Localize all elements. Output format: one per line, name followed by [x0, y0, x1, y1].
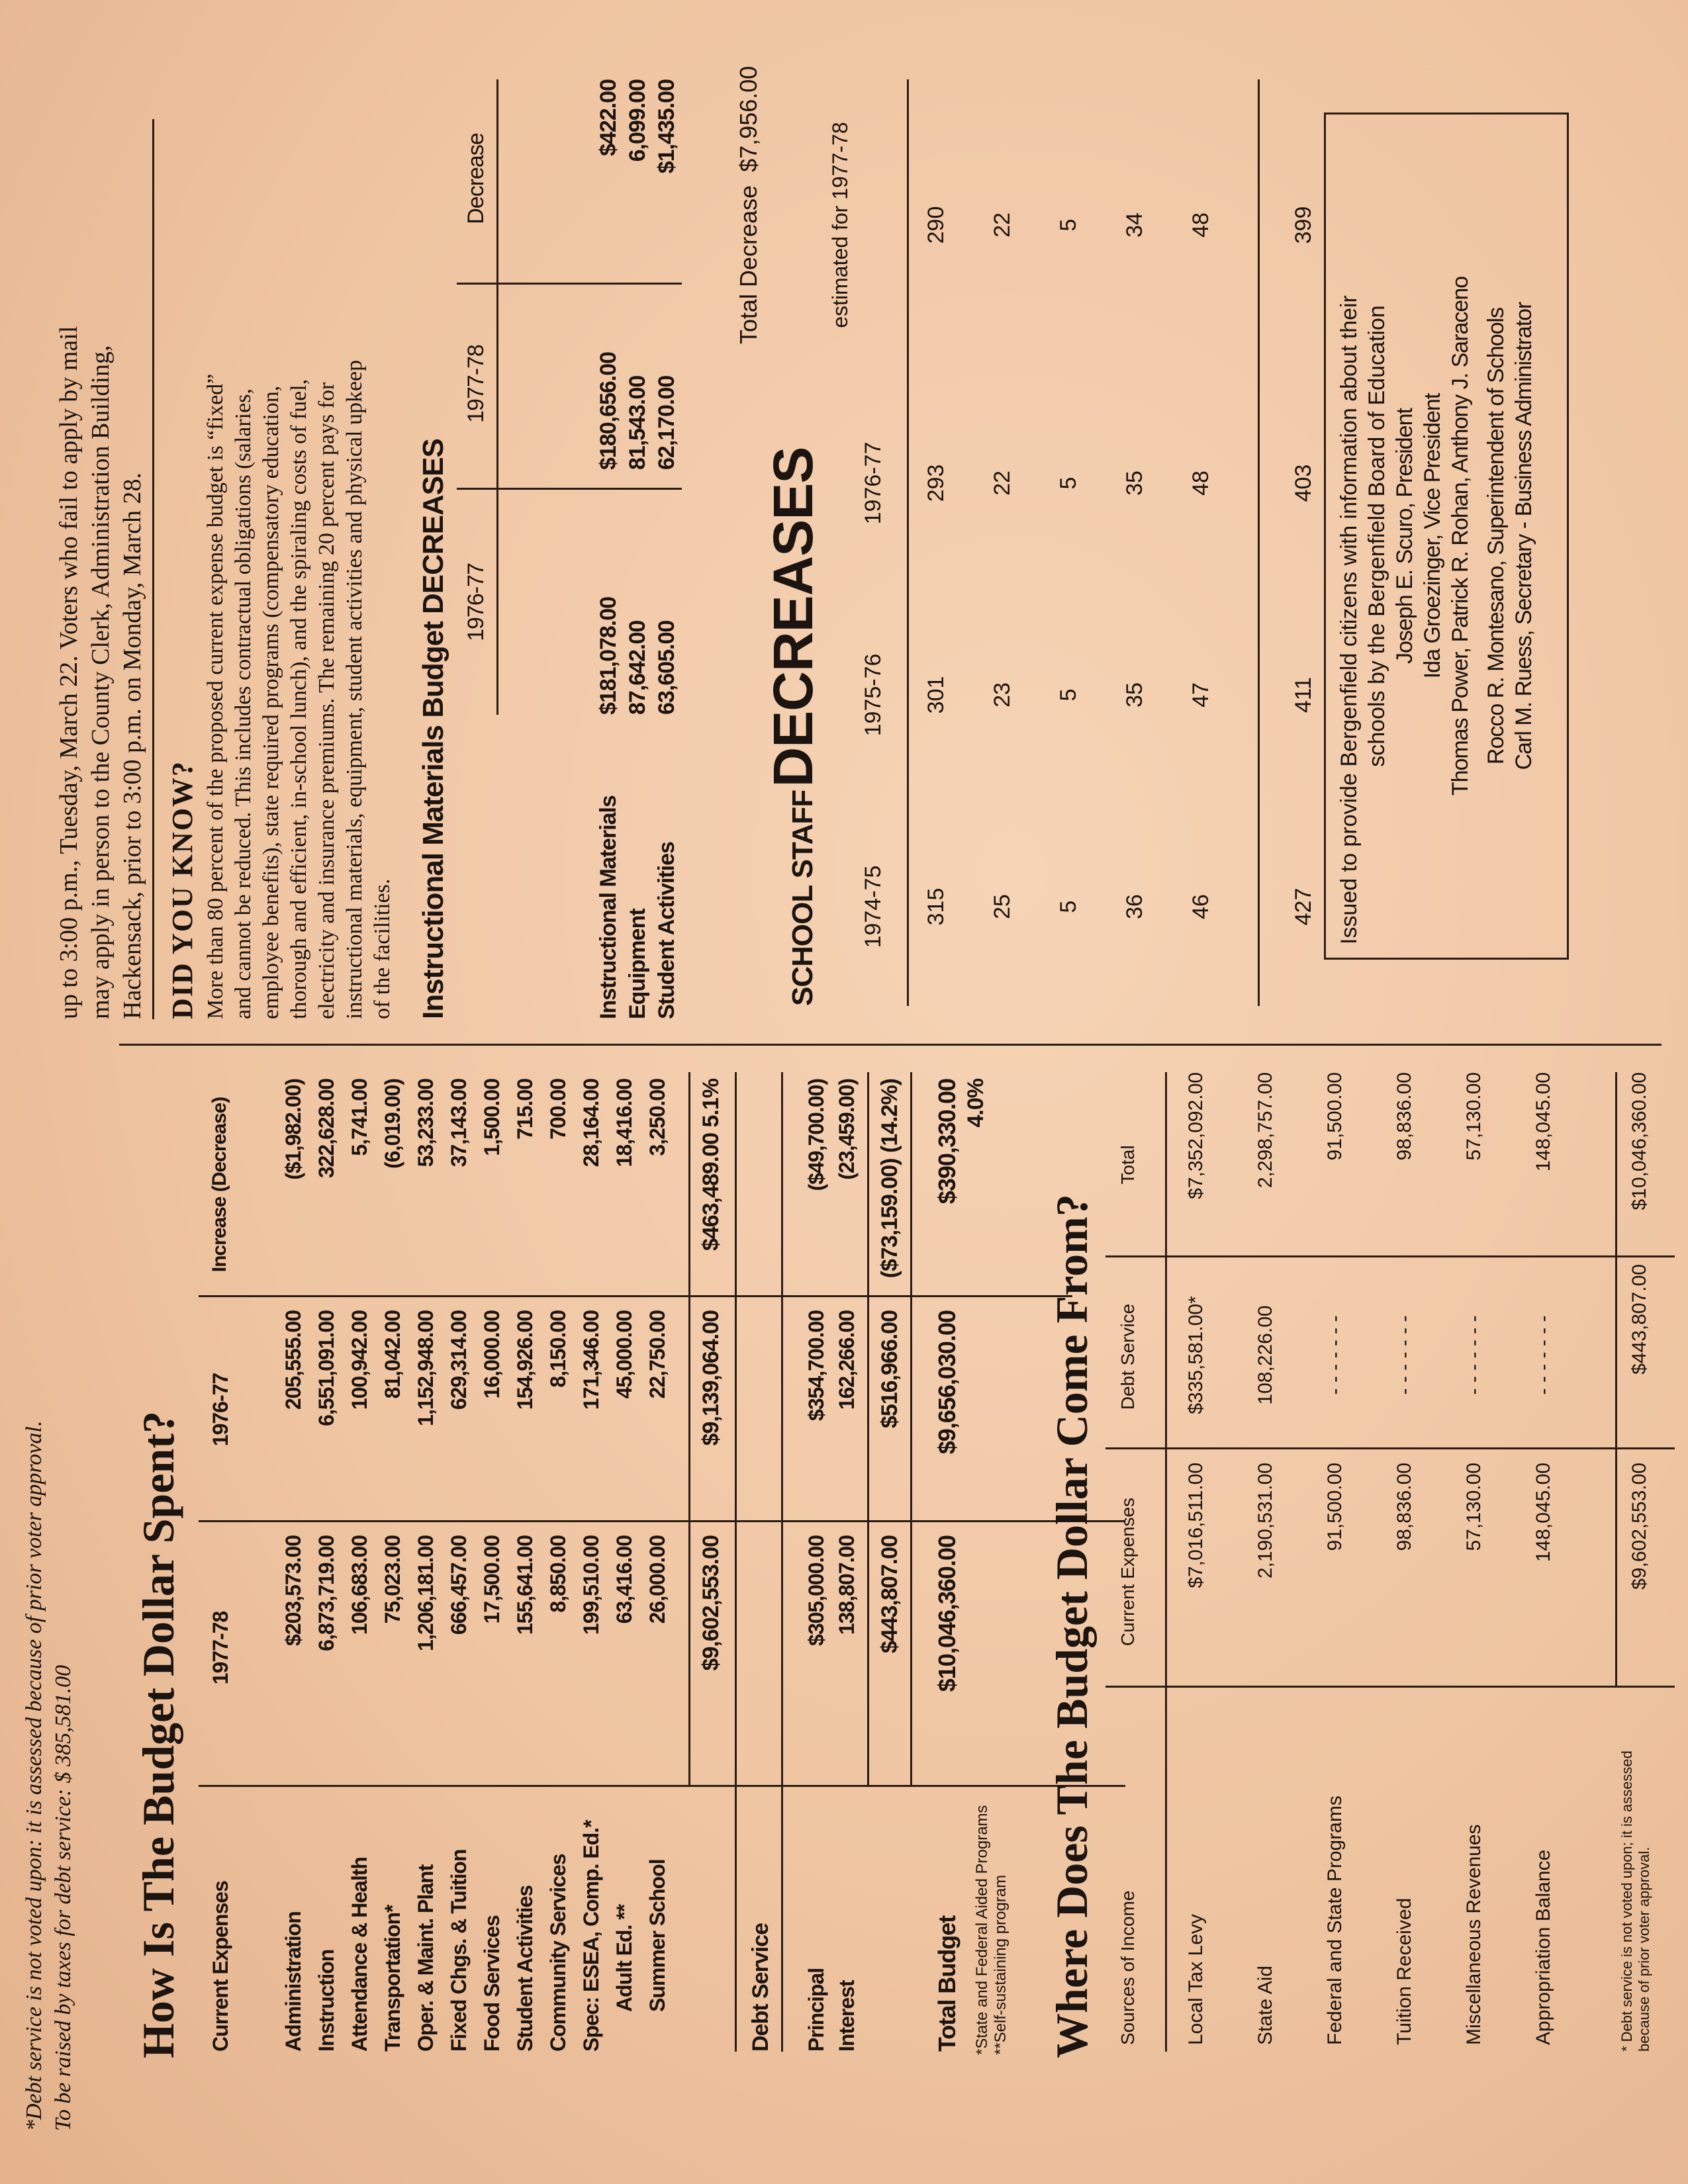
- issued-line7: Carl M. Ruess, Secretary - Business Administrator: [1511, 302, 1536, 770]
- instr-total-label: Total Decrease: [735, 185, 762, 344]
- spent-subtotal-v3: $463,489.00 5.1%: [698, 1079, 724, 1251]
- did-you-know-line: and cannot be reduced. This includes contractual obligations (salaries,: [231, 388, 256, 1019]
- spent-row-increase: 1,500.00: [480, 1079, 504, 1156]
- staff-cell: 47: [1188, 682, 1213, 707]
- total-budget-v3: $390,330.00: [933, 1079, 961, 1205]
- staff-cell: 5: [1056, 477, 1081, 490]
- voter-info-line2: may apply in person to the County Clerk, Administration Building,: [87, 345, 115, 1019]
- staff-header-1: 1975-76: [861, 653, 886, 737]
- spent-subtotal-v1: $9,602,553.00: [698, 1535, 724, 1671]
- spent-row-increase: ($1,982.00): [281, 1079, 305, 1180]
- income-header-label: Sources of Income: [1117, 1890, 1138, 2045]
- spent-row: [612, 1072, 645, 2052]
- staff-title-big: DECREASES: [762, 447, 824, 788]
- spent-row-increase: 715.00: [513, 1079, 537, 1140]
- spent-row-1976-77: 16,000.00: [480, 1310, 504, 1399]
- issued-line6: Rocco R. Montesano, Superintendent of Schools: [1483, 307, 1509, 765]
- staff-cell: 293: [923, 464, 949, 502]
- did-you-know-line: of the facilities.: [370, 878, 395, 1019]
- spent-row-1977-78: 63,416.00: [612, 1535, 636, 1624]
- issued-box: [1324, 113, 1569, 960]
- spent-row-1976-77: 205,555.00: [281, 1310, 305, 1410]
- debt-row: [804, 1072, 835, 2052]
- issued-line3: Joseph E. Scuro, President: [1392, 408, 1417, 664]
- staff-total: 403: [1291, 464, 1316, 502]
- instr-row-1976-77: 87,642.00: [625, 620, 650, 715]
- did-you-know-line: employee benefits), state required programs (compensatory education,: [259, 385, 283, 1019]
- debt-row-label: Principal: [804, 1968, 828, 2052]
- instr-header-rule: [496, 79, 498, 715]
- did-you-know-title: DID YOU KNOW?: [166, 760, 199, 1019]
- spent-row: [546, 1072, 579, 2052]
- staff-cell: 48: [1188, 471, 1213, 496]
- spent-row-1977-78: 17,500.00: [480, 1535, 504, 1624]
- income-row-total: 91,500.00: [1324, 1072, 1346, 1161]
- staff-cell: 23: [990, 682, 1015, 707]
- spent-row-label: Instruction: [314, 1949, 338, 2052]
- did-you-know-line: instructional materials, equipment, student activities and physical upkeep: [342, 359, 367, 1019]
- debt-service-label: Debt Service: [748, 1923, 773, 2052]
- spent-row-label: Adult Ed. **: [612, 1904, 636, 2012]
- spent-row-label: Fixed Chgs. & Tuition: [447, 1849, 471, 2052]
- spent-header-increase: Increase (Decrease): [209, 1097, 230, 1273]
- income-row-label: Tuition Received: [1393, 1897, 1415, 2045]
- spent-row-1976-77: 45,000.00: [612, 1310, 636, 1399]
- staff-cell: 5: [1056, 218, 1081, 232]
- income-header-debt: Debt Service: [1117, 1303, 1138, 1410]
- issued-line2: schools by the Bergenfield Board of Education: [1364, 305, 1389, 767]
- spent-row-label: Transportation*: [381, 1905, 404, 2052]
- spent-row-1977-78: 155,641.00: [513, 1535, 537, 1635]
- income-footnote: * Debt service is not voted upon; it is assessed because of prior voter approval.: [1618, 1751, 1652, 2052]
- staff-cell: 36: [1122, 894, 1147, 919]
- instr-header-decrease: Decrease: [463, 133, 489, 224]
- income-row-current: 57,130.00: [1463, 1463, 1485, 1551]
- income-row-current: 148,045.00: [1532, 1463, 1554, 1563]
- staff-cell: 48: [1188, 212, 1213, 238]
- instr-row: [596, 66, 625, 1019]
- income-row: [1185, 1072, 1238, 2052]
- debt-total-rule-2: [910, 1072, 912, 1787]
- debt-total-rule: [867, 1072, 869, 1787]
- staff-total-rule: [1258, 79, 1260, 1006]
- staff-title-small: SCHOOL STAFF: [786, 790, 819, 1006]
- spent-row-1977-78: 8,850.00: [546, 1535, 570, 1613]
- staff-cell: 46: [1188, 894, 1213, 919]
- income-row-debt: $335,581.00*: [1185, 1296, 1207, 1414]
- staff-cell: 35: [1122, 471, 1147, 496]
- instr-header-1977-78: 1977-78: [463, 345, 489, 423]
- income-row-current: 91,500.00: [1324, 1463, 1346, 1551]
- income-row-debt: - - - - - - -: [1532, 1315, 1554, 1395]
- staff-cell: 301: [923, 676, 949, 714]
- spent-row-increase: 28,164.00: [579, 1079, 603, 1167]
- instr-title: Instructional Materials Budget DECREASES: [417, 439, 449, 1019]
- spent-row-label: Community Services: [546, 1854, 570, 2052]
- spent-row: [513, 1072, 546, 2052]
- income-total-rule: [1615, 1072, 1617, 1688]
- issued-line5: Thomas Power, Patrick R. Rohan, Anthony J. Saraceno: [1448, 276, 1473, 796]
- income-row-debt: - - - - - - -: [1324, 1315, 1346, 1395]
- staff-cell: 34: [1122, 212, 1147, 238]
- spent-title: How Is The Budget Dollar Spent?: [133, 1411, 183, 2058]
- income-row-label: Local Tax Levy: [1185, 1914, 1207, 2045]
- spent-row-1976-77: 100,942.00: [348, 1310, 371, 1410]
- spent-row: [314, 1072, 348, 2052]
- total-budget-pct: 4.0%: [963, 1079, 988, 1128]
- income-row: [1463, 1072, 1516, 2052]
- spent-row-1977-78: $203,573.00: [281, 1535, 305, 1646]
- spent-row-1977-78: 26,000.00: [645, 1535, 669, 1624]
- income-total-v2: $443,807.00: [1628, 1264, 1650, 1375]
- total-budget-v2: $9,656,030.00: [933, 1310, 961, 1455]
- did-you-know-line: thorough and efficient, in-school lunch), and the spiraling costs of fuel,: [287, 379, 311, 1019]
- instr-row-label: Student Activities: [654, 842, 679, 1019]
- spent-header-row: [209, 1072, 248, 2052]
- spent-row-1976-77: 81,042.00: [381, 1310, 404, 1399]
- staff-total: 399: [1291, 206, 1316, 244]
- staff-total: 427: [1291, 887, 1316, 926]
- debt-note-line2: To be raised by taxes for debt service: $ 385,581.00: [51, 1664, 75, 2131]
- income-row-current: 98,836.00: [1393, 1463, 1415, 1551]
- spent-subtotal-rule-2: [735, 1072, 737, 2052]
- income-header-total: Total: [1117, 1145, 1138, 1185]
- spent-subtotal-rule: [688, 1072, 690, 1787]
- debt-total-v2: $516,966.00: [877, 1310, 902, 1429]
- income-total-v1: $9,602,553.00: [1628, 1463, 1650, 1590]
- debt-row-1976-77: $354,700.00: [804, 1310, 828, 1421]
- income-row-total: 98,836.00: [1393, 1072, 1415, 1161]
- column-separator: [119, 1044, 1662, 1046]
- issued-line4: Ida Groezinger, Vice President: [1420, 393, 1445, 679]
- spent-header-label: Current Expenses: [209, 1881, 232, 2052]
- income-row-total: $7,352,092.00: [1185, 1072, 1207, 1199]
- spent-row-label: Summer School: [645, 1859, 669, 2012]
- spent-row-label: Administration: [281, 1911, 305, 2052]
- staff-header-3: estimated for 1977-78: [828, 122, 852, 328]
- income-row-label: State Aid: [1254, 1965, 1276, 2045]
- spent-header-1977-78: 1977-78: [209, 1611, 232, 1685]
- debt-row-1976-77: 162,266.00: [835, 1310, 859, 1410]
- income-row-current: $7,016,511.00: [1185, 1463, 1207, 1588]
- spent-row: [645, 1072, 679, 2052]
- spent-row: [348, 1072, 381, 2052]
- total-budget-label: Total Budget: [933, 1915, 961, 2052]
- spent-row-label: Food Services: [480, 1915, 504, 2052]
- staff-cell: 22: [990, 212, 1015, 238]
- spent-row: [414, 1072, 447, 2052]
- instr-header-1976-77: 1976-77: [463, 563, 489, 641]
- spent-row-1976-77: 8,150.00: [546, 1310, 570, 1388]
- income-row: [1254, 1072, 1307, 2052]
- spent-row-increase: 700.00: [546, 1079, 570, 1140]
- instr-row-label: Instructional Materials: [596, 796, 621, 1019]
- income-row-total: 2,298,757.00: [1254, 1072, 1276, 1189]
- income-row-label: Federal and State Programs: [1324, 1796, 1346, 2045]
- staff-cell: 5: [1056, 688, 1081, 702]
- instr-row-1976-77: $181,078.00: [596, 596, 621, 715]
- did-you-know-line: More than 80 percent of the proposed current expense budget is “fixed”: [203, 373, 228, 1019]
- spent-subtotal-v2: $9,139,064.00: [698, 1310, 724, 1446]
- staff-cell: 5: [1056, 900, 1081, 913]
- did-you-know-body: [202, 66, 397, 1019]
- spent-row-1977-78: 1,206,181.00: [414, 1535, 438, 1651]
- spent-row-increase: 5,741.00: [348, 1079, 371, 1156]
- instr-row: [625, 66, 654, 1019]
- debt-note-line1: *Debt service is not voted upon: it is assessed because of prior voter approval.: [22, 1420, 46, 2131]
- debt-total-v3: ($73,159.00) (14.2%): [877, 1079, 902, 1279]
- voter-info: [53, 66, 148, 1019]
- income-row-label: Miscellaneous Revenues: [1463, 1824, 1485, 2045]
- debt-row-increase: (23,459.00): [835, 1079, 859, 1180]
- spent-row-1976-77: 154,926.00: [513, 1310, 537, 1410]
- spent-row-increase: 322,628.00: [314, 1079, 338, 1179]
- spent-row-increase: 3,250.00: [645, 1079, 669, 1156]
- instr-row-decrease: 6,099.00: [625, 79, 650, 162]
- staff-header-2: 1976-77: [861, 441, 886, 525]
- spent-row-1976-77: 6,551,091.00: [314, 1310, 338, 1426]
- spent-row: [480, 1072, 513, 2052]
- income-row-total: 148,045.00: [1532, 1072, 1554, 1172]
- income-total-v3: $10,046,360.00: [1628, 1072, 1650, 1210]
- staff-cell: 25: [990, 894, 1015, 919]
- spent-row-1976-77: 629,314.00: [447, 1310, 471, 1410]
- spent-row: [579, 1072, 612, 2052]
- debt-row: [835, 1072, 865, 2052]
- staff-header-0: 1974-75: [861, 865, 886, 948]
- spent-row-1977-78: 106,683.00: [348, 1535, 371, 1635]
- income-row: [1324, 1072, 1377, 2052]
- staff-cell: 22: [990, 471, 1015, 496]
- income-row-total: 57,130.00: [1463, 1072, 1485, 1161]
- spent-row-increase: 18,416.00: [612, 1079, 636, 1167]
- staff-title: [761, 447, 825, 1006]
- spent-row-1977-78: 6,873,719.00: [314, 1535, 338, 1651]
- debt-rule-1: [781, 1072, 783, 2052]
- income-row-debt: 108,226.00: [1254, 1305, 1276, 1405]
- spent-row-label: Student Activities: [513, 1885, 537, 2052]
- spent-row-1977-78: 666,457.00: [447, 1535, 471, 1635]
- issued-line1: Issued to provide Bergenfield citizens with information about their: [1336, 295, 1362, 944]
- debt-total-v1: $443,807.00: [877, 1535, 902, 1654]
- staff-cell: 290: [923, 206, 949, 244]
- income-header-row: [1112, 1072, 1152, 2052]
- staff-header-rule: [907, 79, 909, 1006]
- instr-row-label: Equipment: [625, 909, 650, 1019]
- spent-row: [381, 1072, 414, 2052]
- spent-row: [447, 1072, 480, 2052]
- income-header-rule: [1165, 1072, 1167, 2052]
- staff-cell: 35: [1122, 682, 1147, 707]
- instr-row-1977-78: 62,170.00: [654, 375, 679, 470]
- income-header-current: Current Expenses: [1117, 1497, 1138, 1647]
- staff-total: 411: [1291, 676, 1316, 713]
- debt-service-note: [20, 1072, 78, 2131]
- spent-row: [281, 1072, 314, 2052]
- voter-info-line3: Hackensack, prior to 3:00 p.m. on Monday, March 28.: [118, 473, 146, 1019]
- income-row-label: Appropriation Balance: [1532, 1849, 1554, 2045]
- spent-header-1976-77: 1976-77: [209, 1373, 232, 1447]
- total-budget-v1: $10,046,360.00: [933, 1535, 961, 1692]
- spent-row-1976-77: 171,346.00: [579, 1310, 603, 1410]
- spent-footnotes: [973, 1805, 1010, 2055]
- spent-row-1977-78: 75,023.00: [381, 1535, 404, 1624]
- instr-row-decrease: $422.00: [596, 79, 621, 156]
- spent-row-1977-78: 199,510.00: [579, 1535, 603, 1635]
- income-row-debt: - - - - - - -: [1393, 1315, 1415, 1395]
- instr-row-1977-78: $180,656.00: [596, 351, 621, 470]
- voter-info-rule: [152, 119, 154, 1019]
- spent-row-label: Spec: ESEA, Comp. Ed.*: [579, 1820, 603, 2052]
- income-row-current: 2,190,531.00: [1254, 1463, 1276, 1579]
- spent-row-1976-77: 1,152,948.00: [414, 1310, 438, 1426]
- spent-row-increase: 53,233.00: [414, 1079, 438, 1167]
- spent-row-1976-77: 22,750.00: [645, 1310, 669, 1399]
- footnote-self-sustaining: **Self-sustaining program: [992, 1874, 1009, 2055]
- instr-row-1977-78: 81,543.00: [625, 375, 650, 470]
- income-row: [1393, 1072, 1446, 2052]
- debt-row-1977-78: $305,000.00: [804, 1535, 828, 1646]
- instr-total-value: $7,956.00: [735, 66, 762, 172]
- income-row-debt: - - - - - - -: [1463, 1315, 1485, 1395]
- spent-row-increase: (6,019.00): [381, 1079, 404, 1169]
- did-you-know-line: electricity and insurance premiums. The remaining 20 percent pays for: [314, 382, 339, 1019]
- spent-row-increase: 37,143.00: [447, 1079, 471, 1167]
- voter-info-line1: up to 3:00 p.m., Tuesday, March 22. Voters who fail to apply by mail: [55, 326, 83, 1019]
- debt-row-label: Interest: [835, 1980, 859, 2052]
- instr-row-decrease: $1,435.00: [654, 79, 679, 174]
- debt-row-increase: ($49,700.00): [804, 1079, 828, 1191]
- debt-row-1977-78: 138,807.00: [835, 1535, 859, 1635]
- income-row: [1532, 1072, 1585, 2052]
- spent-row-label: Attendance & Health: [348, 1857, 371, 2052]
- instr-total: [735, 66, 763, 344]
- income-title: Where Does The Budget Dollar Come From?: [1047, 1194, 1097, 2058]
- instr-row-1976-77: 63,605.00: [654, 620, 679, 715]
- staff-cell: 315: [923, 887, 949, 926]
- instr-row: [654, 66, 683, 1019]
- spent-row-label: Oper. & Maint. Plant: [414, 1864, 438, 2052]
- footnote-state-federal: *State and Federal Aided Programs: [973, 1805, 991, 2055]
